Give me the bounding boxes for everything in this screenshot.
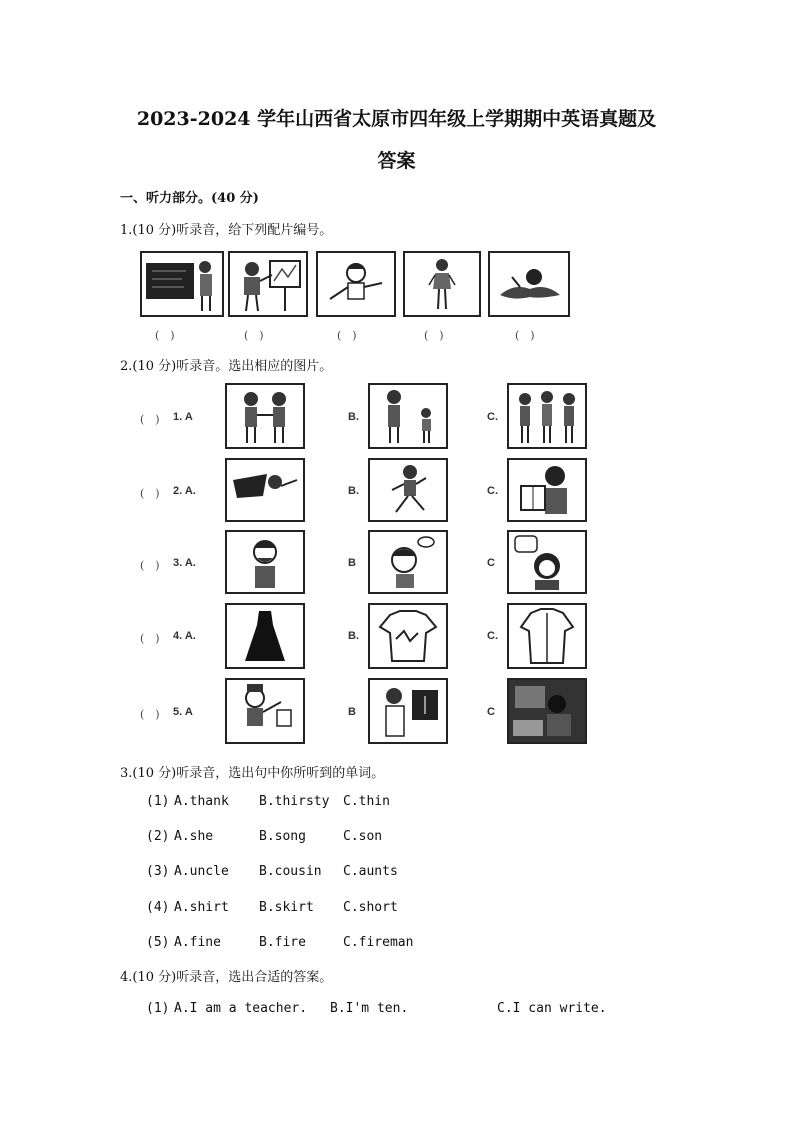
q2-row2-label: 2. A. — [173, 485, 196, 497]
q2-row5-option-b[interactable] — [368, 678, 448, 744]
q2-row4-option-b[interactable] — [368, 603, 448, 669]
q2-row3-c-label: C — [487, 557, 495, 569]
q2-row4-blank[interactable]: ( ) — [140, 632, 160, 645]
flying-superhero-illustration — [227, 460, 303, 520]
q3-item-1-number: (1) — [146, 794, 170, 809]
q1-blank-4[interactable]: ( ) — [424, 329, 444, 342]
q2-row3-option-b[interactable] — [368, 530, 448, 594]
q3-item-2-option-b[interactable]: B.song — [259, 829, 306, 844]
q3-item-5-option-b[interactable]: B.fire — [259, 935, 306, 950]
waving-man-illustration — [318, 253, 394, 315]
q2-row1-label: 1. A — [173, 411, 193, 423]
q2-row1-option-b[interactable] — [368, 383, 448, 449]
q2-row1-option-c[interactable] — [507, 383, 587, 449]
q1-blank-2[interactable]: ( ) — [244, 329, 264, 342]
q2-row3-option-c[interactable] — [507, 530, 587, 594]
q3-item-5-number: (5) — [146, 935, 170, 950]
shirt-illustration — [509, 605, 585, 667]
q2-row3-blank[interactable]: ( ) — [140, 559, 160, 572]
q2-row3-label: 3. A. — [173, 557, 196, 569]
running-boy-illustration — [370, 460, 446, 520]
q2-row1-c-label: C. — [487, 411, 498, 423]
q1-blank-3[interactable]: ( ) — [337, 329, 357, 342]
q1-picture-2 — [228, 251, 308, 317]
q3-item-4-option-b[interactable]: B.skirt — [259, 900, 314, 915]
doc-title-line2: 答案 — [377, 150, 416, 172]
office-worker-photo — [509, 680, 585, 742]
q2-row2-c-label: C. — [487, 485, 498, 497]
q3-item-3-option-a[interactable]: A.uncle — [174, 864, 229, 879]
swimming-boy-illustration — [490, 253, 568, 315]
boy-reading-book-illustration — [509, 460, 585, 520]
q4-prompt: 4.(10 分)听录音，选出合适的答案。 — [120, 970, 333, 985]
q3-item-4-option-c[interactable]: C.short — [343, 900, 398, 915]
q3-item-3-option-b[interactable]: B.cousin — [259, 864, 322, 879]
q3-item-2-option-c[interactable]: C.son — [343, 829, 383, 844]
q2-row4-c-label: C. — [487, 630, 498, 642]
q2-prompt: 2.(10 分)听录音。选出相应的图片。 — [120, 359, 333, 374]
q3-item-5-option-a[interactable]: A.fine — [174, 935, 221, 950]
doc-title-line1: 2023-2024 学年山西省太原市四年级上学期期中英语真题及 — [136, 108, 657, 130]
q2-row5-c-label: C — [487, 706, 495, 718]
q4-item-1-number: (1) — [146, 1001, 170, 1016]
q2-row3-option-a[interactable] — [225, 530, 305, 594]
q2-row2-option-b[interactable] — [368, 458, 448, 522]
q3-item-1-option-b[interactable]: B.thirsty — [259, 794, 330, 809]
q2-row2-blank[interactable]: ( ) — [140, 487, 160, 500]
q2-row5-blank[interactable]: ( ) — [140, 708, 160, 721]
q2-row1-blank[interactable]: ( ) — [140, 413, 160, 426]
q2-row1-b-label: B. — [348, 411, 359, 423]
q2-row5-option-a[interactable] — [225, 678, 305, 744]
q2-row4-option-c[interactable] — [507, 603, 587, 669]
q1-blank-1[interactable]: ( ) — [155, 329, 175, 342]
girl-speech-bubble-illustration — [509, 532, 585, 592]
q4-item-1-option-a[interactable]: A.I am a teacher. — [174, 1001, 308, 1016]
q2-row5-label: 5. A — [173, 706, 193, 718]
q2-row2-option-a[interactable] — [225, 458, 305, 522]
q3-item-2-option-a[interactable]: A.she — [174, 829, 214, 844]
t-shirt-illustration — [370, 605, 446, 667]
q2-row5-b-label: B — [348, 706, 356, 718]
q3-item-1-option-a[interactable]: A.thank — [174, 794, 229, 809]
q1-picture-4 — [403, 251, 481, 317]
q2-row4-label: 4. A. — [173, 630, 196, 642]
cook-boy-illustration — [227, 680, 303, 742]
section-heading: 一、听力部分。(40 分) — [120, 191, 259, 206]
painting-boy-illustration — [230, 253, 306, 315]
q3-item-4-option-a[interactable]: A.shirt — [174, 900, 229, 915]
dress-illustration — [227, 605, 303, 667]
q3-item-5-option-c[interactable]: C.fireman — [343, 935, 414, 950]
q2-row1-option-a[interactable] — [225, 383, 305, 449]
girl-thinking-illustration — [370, 532, 446, 592]
q3-prompt: 3.(10 分)听录音，选出句中你所听到的单词。 — [120, 766, 385, 781]
man-and-child-illustration — [370, 385, 446, 447]
q1-blank-5[interactable]: ( ) — [515, 329, 535, 342]
q1-picture-3 — [316, 251, 396, 317]
three-people-illustration — [509, 385, 585, 447]
q3-item-3-number: (3) — [146, 864, 170, 879]
q3-item-2-number: (2) — [146, 829, 170, 844]
blackboard-teacher-illustration — [142, 253, 222, 315]
q3-item-1-option-c[interactable]: C.thin — [343, 794, 390, 809]
q2-row2-option-c[interactable] — [507, 458, 587, 522]
q1-picture-5 — [488, 251, 570, 317]
q1-picture-1 — [140, 251, 224, 317]
q2-row2-b-label: B. — [348, 485, 359, 497]
q1-prompt: 1.(10 分)听录音，给下列配片编号。 — [120, 223, 333, 238]
doctor-xray-illustration — [370, 680, 446, 742]
standing-girl-illustration — [405, 253, 479, 315]
q3-item-3-option-c[interactable]: C.aunts — [343, 864, 398, 879]
q2-row3-b-label: B — [348, 557, 356, 569]
q2-row5-option-c[interactable] — [507, 678, 587, 744]
two-men-handshake-illustration — [227, 385, 303, 447]
q3-item-4-number: (4) — [146, 900, 170, 915]
q2-row4-b-label: B. — [348, 630, 359, 642]
q2-row4-option-a[interactable] — [225, 603, 305, 669]
q4-item-1-option-b[interactable]: B.I'm ten. — [330, 1001, 409, 1016]
bearded-man-illustration — [227, 532, 303, 592]
q4-item-1-option-c[interactable]: C.I can write. — [497, 1001, 607, 1016]
